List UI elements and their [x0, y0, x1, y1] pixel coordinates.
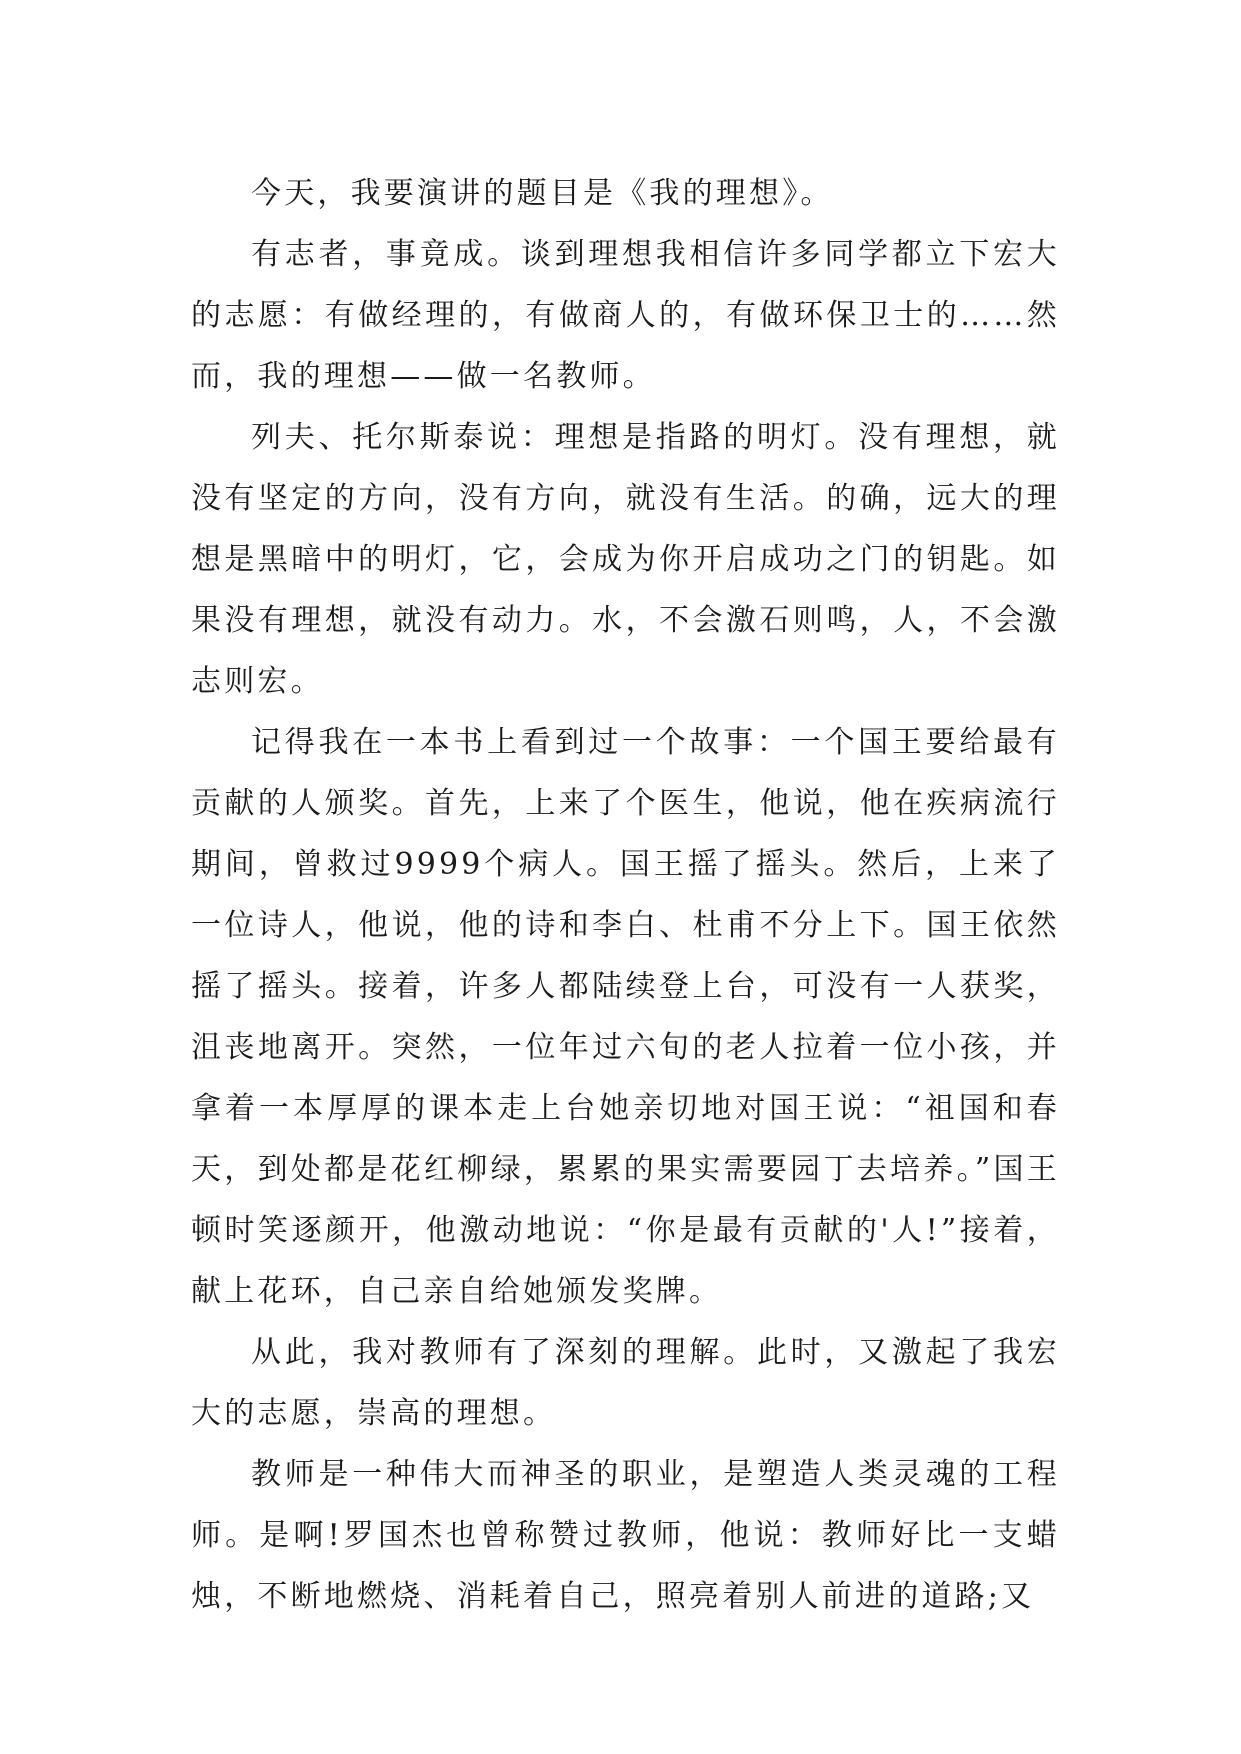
paragraph-teacher-profession: 教师是一种伟大而神圣的职业，是塑造人类灵魂的工程师。是啊!罗国杰也曾称赞过教师，他说：教师好比一支蜡烛，不断地燃烧、消耗着自己，照亮着别人前进的道路;又 — [191, 1457, 1060, 1614]
paragraph-understanding: 从此，我对教师有了深刻的理解。此时，又激起了我宏大的志愿，崇高的理想。 — [191, 1335, 1060, 1431]
paragraph-intro: 今天，我要演讲的题目是《我的理想》。 — [251, 176, 834, 211]
paragraph-king-story: 记得我在一本书上看到过一个故事：一个国王要给最有贡献的人颁奖。首先，上来了个医生，他说，他在疾病流行期间，曾救过9999个病人。国王摇了摇头。然后，上来了一位诗人，他说，他的诗和李白、杜甫不分上下。国王依然摇了摇头。接着，许多人都陆续登上台，可没有一人获奖，沮丧地离开。突然，一位年过六旬的老人拉着一位小孩，并拿着一本厚厚的课本走上台她亲切地对国王说：“祖国和春天，到处都是花红柳绿，累累的果实需要园丁去培养。”国王顿时笑逐颜开，他激动地说：“你是最有贡献的'人!”接着，献上花环，自己亲自给她颁发奖牌。 — [191, 725, 1060, 1309]
paragraph-ambition: 有志者，事竟成。谈到理想我相信许多同学都立下宏大的志愿：有做经理的，有做商人的，有做环保卫士的……然而，我的理想——做一名教师。 — [191, 237, 1060, 394]
document-body — [191, 163, 1060, 1627]
paragraph-tolstoy-quote: 列夫、托尔斯泰说：理想是指路的明灯。没有理想，就没有坚定的方向，没有方向，就没有生活。的确，远大的理想是黑暗中的明灯，它，会成为你开启成功之门的钥匙。如果没有理想，就没有动力。水，不会激石则鸣，人，不会激志则宏。 — [191, 420, 1060, 699]
